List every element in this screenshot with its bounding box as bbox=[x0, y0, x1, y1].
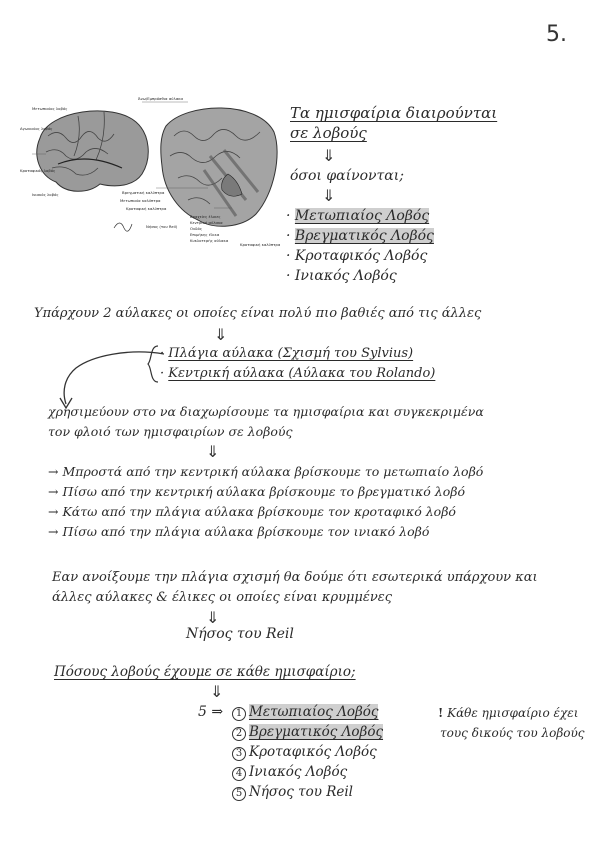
reil-line-2: άλλες αύλακες & έλικες οι οποίες είναι κρυμμένες bbox=[52, 590, 393, 605]
reil-result: Νήσος του Reil bbox=[186, 626, 294, 642]
fig-label-operculum-frontal: Μετωπιαία καλύπτρα bbox=[120, 198, 161, 203]
intro-which: όσοι φαίνονται; bbox=[290, 168, 404, 184]
exclamation-icon: ! bbox=[438, 706, 444, 720]
lobes-question: Πόσους λοβούς έχουμε σε κάθε ημισφαίριο; bbox=[54, 664, 356, 680]
brain-figure bbox=[18, 96, 280, 248]
direction-item: → Κάτω από την πλάγια αύλακα βρίσκουμε τον κροταφικό λοβό bbox=[48, 504, 456, 519]
fig-label-occipital: Ινιακός λοβός bbox=[32, 192, 59, 197]
fig-label-bottom: Κροταφική καλύπτρα bbox=[240, 242, 280, 247]
fig-label-parietal: Αγωνιαίος λοβός bbox=[20, 126, 53, 131]
down-arrow-icon: ⇓ bbox=[206, 442, 220, 461]
down-arrow-icon: ⇓ bbox=[322, 186, 336, 205]
numbered-lobe: 4 Ινιακός Λοβός bbox=[232, 764, 347, 781]
reil-line-1: Εαν ανοίξουμε την πλάγια σχισμή θα δούμε ότι εσωτερικά υπάρχουν και bbox=[52, 570, 538, 585]
note-line-2: τους δικούς του λοβούς bbox=[440, 726, 585, 740]
sulci-purpose-2: τον φλοιό των ημισφαιρίων σε λοβούς bbox=[48, 424, 293, 439]
fig-label-limen: Ουδός bbox=[190, 226, 203, 231]
numbered-lobe: 2 Βρεγματικός Λοβός bbox=[232, 724, 383, 741]
down-arrow-icon: ⇓ bbox=[322, 146, 336, 165]
fig-label-operculum-parietal: Βρεγματική καλύπτρα bbox=[122, 190, 165, 195]
fig-label-short-gyri: Βραχείες έλικες bbox=[190, 214, 221, 219]
fig-label-reil: Νήσος (του Reil) bbox=[146, 224, 178, 229]
intro-line-1: Τα ημισφαίρια διαιρούνται bbox=[290, 104, 498, 122]
numbered-lobe: 5 Νήσος του Reil bbox=[232, 784, 353, 801]
curly-brace-icon bbox=[144, 344, 160, 384]
fig-label-frontal: Μετωπιαίος λοβός bbox=[32, 106, 68, 111]
lobe-item: · Ινιακός Λοβός bbox=[286, 268, 397, 284]
lobe-item: · Βρεγματικός Λοβός bbox=[286, 228, 434, 244]
fig-label-circular-sulcus: Κυκλοτερής αύλακα bbox=[190, 238, 229, 243]
fig-label-long-gyrus: Επιμήκης έλικα bbox=[190, 232, 220, 237]
down-arrow-icon: ⇓ bbox=[206, 608, 220, 627]
down-arrow-icon: ⇓ bbox=[214, 325, 228, 344]
fig-label-central-sulcus: Κεντρική αύλακα bbox=[190, 220, 223, 225]
direction-item: → Μπροστά από την κεντρική αύλακα βρίσκουμε το μετωπιαίο λοβό bbox=[48, 464, 484, 479]
numbered-lobe: 1 Μετωπιαίος Λοβός bbox=[232, 704, 378, 721]
direction-item: → Πίσω από την πλάγια αύλακα βρίσκουμε τον ινιακό λοβό bbox=[48, 524, 430, 539]
sulcus-item: · Πλάγια αύλακα (Σχισμή του Sylvius) bbox=[160, 346, 414, 361]
lobe-item: · Μετωπιαίος Λοβός bbox=[286, 208, 430, 224]
intro-line-2: σε λοβούς bbox=[290, 124, 367, 142]
sulci-purpose-1: χρησιμεύουν στο να διαχωρίσουμε τα ημισφαίρια και συγκεκριμένα bbox=[48, 404, 484, 419]
sulcus-item: · Κεντρική αύλακα (Αύλακα του Rolando) bbox=[160, 366, 436, 381]
down-arrow-icon: ⇓ bbox=[210, 682, 224, 701]
note-line-1: ! Κάθε ημισφαίριο έχει bbox=[438, 706, 579, 720]
fig-label-operculum-temporal: Κροταφική καλύπτρα bbox=[126, 206, 167, 211]
numbered-lobe: 3 Κροταφικός Λοβός bbox=[232, 744, 377, 761]
page-number: 5. bbox=[546, 22, 567, 47]
lobe-item: · Κροταφικός Λοβός bbox=[286, 248, 428, 264]
fig-label-top: Άνω/Εμπρόσθια αύλακα bbox=[138, 96, 183, 101]
direction-item: → Πίσω από την κεντρική αύλακα βρίσκουμε το βρεγματικό λοβό bbox=[48, 484, 466, 499]
sulci-intro: Υπάρχουν 2 αύλακες οι οποίες είναι πολύ πιο βαθιές από τις άλλες bbox=[34, 306, 482, 321]
fig-label-temporal: Κροταφικός λοβός bbox=[20, 168, 56, 173]
lobe-count: 5 ⇒ bbox=[198, 704, 224, 720]
